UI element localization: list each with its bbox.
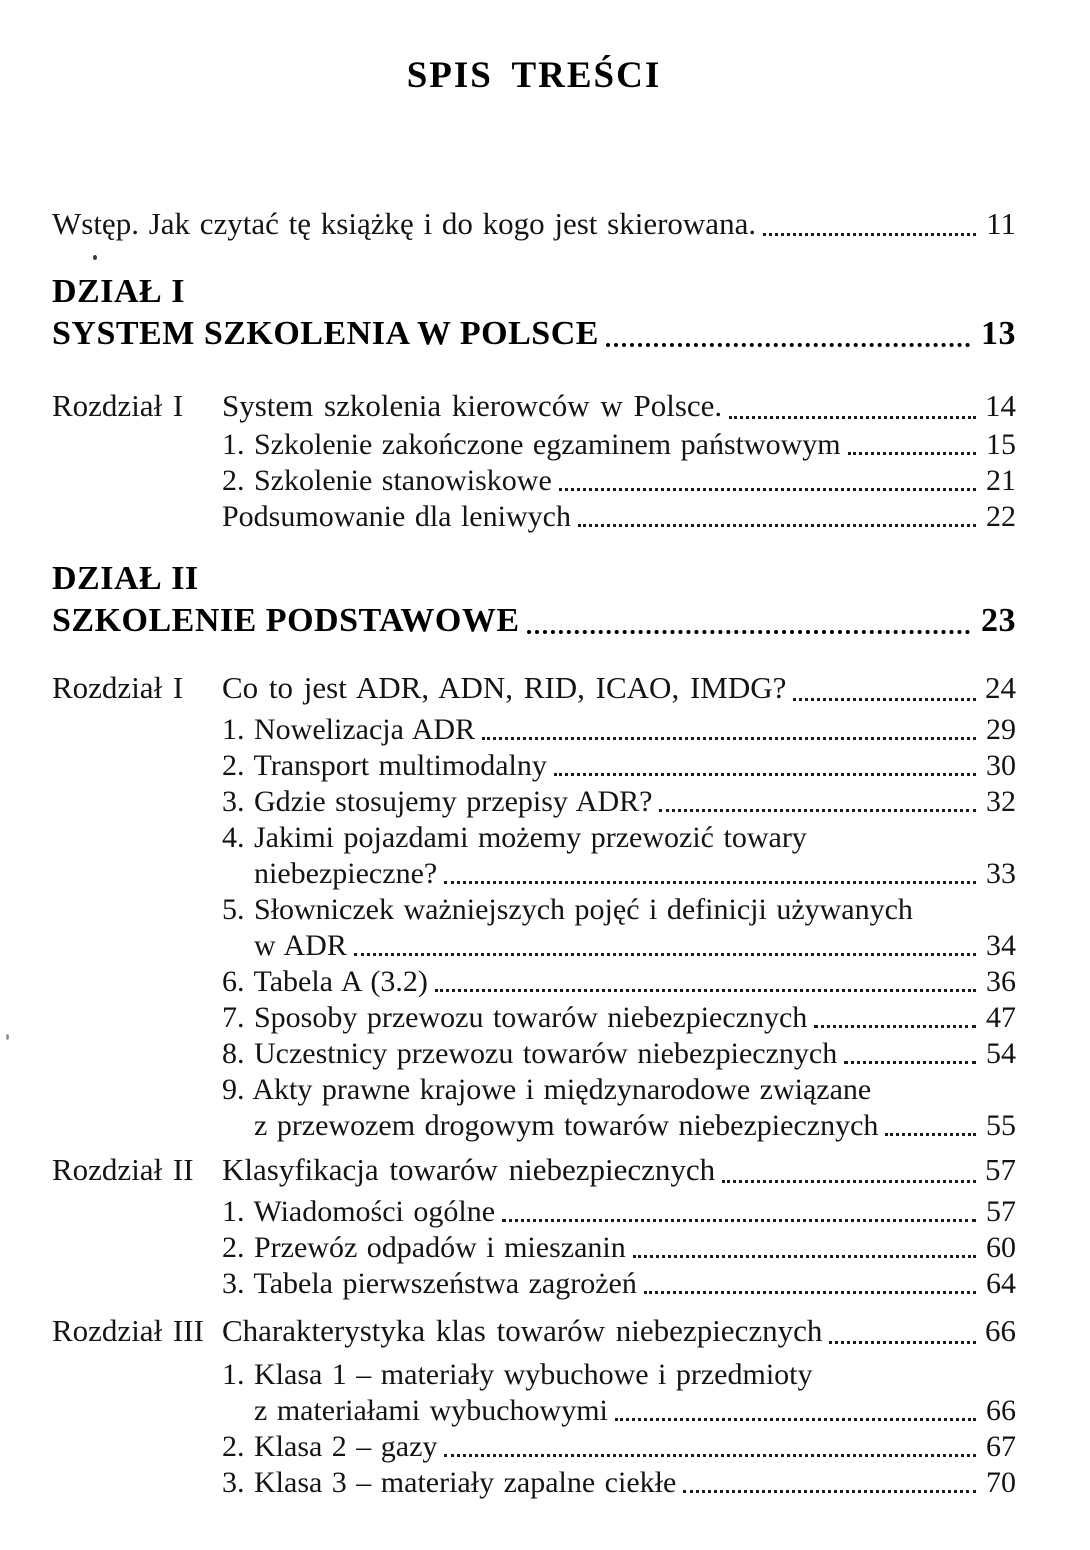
dotted-leader: [527, 630, 970, 634]
toc-item-group: [52, 1194, 1016, 1302]
toc-item: [52, 1072, 1016, 1144]
chapter-label: Rozdział I: [52, 388, 184, 423]
toc-item-text: 3. Tabela pierwszeństwa zagrożeń: [222, 1267, 637, 1300]
toc-item-text: 8. Uczestnicy przewozu towarów niebezpiecznych: [222, 1037, 838, 1070]
dotted-leader: [683, 1490, 976, 1493]
toc-item-text: 1. Wiadomości ogólne: [222, 1195, 496, 1228]
toc-item-text: 5. Słowniczek ważniejszych pojęć i definicji używanych: [222, 893, 913, 926]
chapter-title: Co to jest ADR, ADN, RID, ICAO, IMDG?: [222, 670, 787, 705]
page-number: 29: [986, 713, 1016, 746]
page-number: 57: [985, 1152, 1016, 1187]
toc-item-text: 6. Tabela A (3.2): [222, 965, 428, 998]
dotted-leader: [502, 1219, 976, 1222]
page-number: 21: [986, 464, 1016, 497]
toc-item: [52, 748, 1016, 784]
page-number: 11: [986, 206, 1016, 241]
toc-item: [52, 820, 1016, 892]
page-number: 66: [985, 1313, 1016, 1348]
toc-item: [52, 1036, 1016, 1072]
toc-chapter-row: [52, 667, 1016, 709]
toc-item: [52, 1230, 1016, 1266]
page-number: 15: [986, 428, 1016, 461]
section-heading-row: [52, 600, 1016, 642]
page-number: 67: [986, 1430, 1016, 1463]
page-number: 57: [986, 1195, 1016, 1228]
page-number: 32: [986, 785, 1016, 818]
dotted-leader: [606, 343, 970, 347]
toc-item-text: 2. Przewóz odpadów i mieszanin: [222, 1231, 626, 1264]
page-number: 36: [986, 965, 1016, 998]
toc-item: [52, 1429, 1016, 1465]
toc-item: [52, 892, 1016, 964]
page-number: 22: [986, 500, 1016, 533]
toc-item: [52, 499, 1016, 535]
toc-item: [52, 784, 1016, 820]
toc-item-text: 9. Akty prawne krajowe i międzynarodowe związane: [222, 1073, 872, 1106]
toc-item-continuation-row: [52, 856, 1016, 892]
page-number: 55: [986, 1109, 1016, 1142]
page-number: 30: [986, 749, 1016, 782]
dotted-leader: [844, 1061, 976, 1064]
toc-chapter-row: [52, 1310, 1016, 1352]
toc-item-group: [52, 427, 1016, 535]
dotted-leader: [444, 881, 976, 884]
toc-item-text-cont: w ADR: [254, 929, 347, 962]
toc-item-text: 3. Gdzie stosujemy przepisy ADR?: [222, 785, 653, 818]
page-number: 54: [986, 1037, 1016, 1070]
toc-item: [52, 964, 1016, 1000]
page-number: 70: [986, 1466, 1016, 1499]
dotted-leader: [554, 773, 976, 776]
toc-item-text-cont: z przewozem drogowym towarów niebezpiecznych: [254, 1109, 879, 1142]
page-number: 64: [986, 1267, 1016, 1300]
toc-item-continuation-row: [52, 928, 1016, 964]
toc-item-continuation-row: [52, 1108, 1016, 1144]
dotted-leader: [559, 488, 976, 491]
page-number: 34: [986, 929, 1016, 962]
scan-speck: [6, 1034, 9, 1040]
section-heading-row: [52, 313, 1016, 355]
toc-item-text: 2. Klasa 2 – gazy: [222, 1430, 438, 1463]
toc-intro-entry: [52, 204, 1016, 244]
toc-entry-label: Wstęp. Jak czytać tę książkę i do kogo jest skierowana.: [52, 206, 757, 241]
dotted-leader: [615, 1418, 976, 1421]
page-number: 24: [985, 670, 1016, 705]
dotted-leader: [848, 452, 976, 455]
toc-item: [52, 427, 1016, 463]
chapter-title: Charakterystyka klas towarów niebezpiecznych: [222, 1313, 823, 1348]
dotted-leader: [633, 1255, 976, 1258]
toc-item-text: 1. Szkolenie zakończone egzaminem państwowym: [222, 428, 841, 461]
toc-item-text: Podsumowanie dla leniwych: [222, 500, 571, 533]
dotted-leader: [354, 953, 976, 956]
dotted-leader: [729, 416, 976, 419]
dotted-leader: [435, 989, 976, 992]
dotted-leader: [763, 233, 976, 236]
chapter-label: Rozdział II: [52, 1152, 194, 1187]
toc-section-dzial-1: [52, 271, 1016, 355]
page-number: 23: [981, 602, 1016, 639]
page-number: 13: [981, 315, 1016, 352]
toc-item-text: 4. Jakimi pojazdami możemy przewozić towary: [222, 821, 807, 854]
toc-chapter-row: [52, 385, 1016, 427]
toc-item: [52, 712, 1016, 748]
toc-item: [52, 1465, 1016, 1501]
toc-item-text: 3. Klasa 3 – materiały zapalne ciekłe: [222, 1466, 677, 1499]
toc-item: [52, 1000, 1016, 1036]
toc-item: [52, 1194, 1016, 1230]
page-number: 66: [986, 1394, 1016, 1427]
chapter-label: Rozdział III: [52, 1313, 204, 1348]
page-number: 47: [986, 1001, 1016, 1034]
toc-chapter-row: [52, 1149, 1016, 1191]
toc-section-dzial-2: [52, 558, 1016, 642]
section-kicker: DZIAŁ II: [52, 560, 199, 597]
toc-item-text: 7. Sposoby przewozu towarów niebezpiecznych: [222, 1001, 808, 1034]
toc-item-text-cont: z materiałami wybuchowymi: [254, 1394, 608, 1427]
dotted-leader: [482, 737, 976, 740]
toc-item-text: 2. Szkolenie stanowiskowe: [222, 464, 552, 497]
toc-item-text: 1. Klasa 1 – materiały wybuchowe i przedmioty: [222, 1358, 813, 1391]
toc-item-group: [52, 712, 1016, 1144]
toc-item-continuation-row: [52, 1393, 1016, 1429]
chapter-label: Rozdział I: [52, 670, 184, 705]
toc-item-text: 1. Nowelizacja ADR: [222, 713, 476, 746]
toc-item: [52, 463, 1016, 499]
dotted-leader: [814, 1025, 976, 1028]
page-number: 14: [985, 388, 1016, 423]
chapter-title: System szkolenia kierowców w Polsce.: [222, 388, 723, 423]
dotted-leader: [793, 698, 976, 701]
page-number: 33: [986, 857, 1016, 890]
dotted-leader: [885, 1133, 976, 1136]
toc-content: [52, 0, 1016, 1501]
toc-item: [52, 1357, 1016, 1429]
toc-item-text: 2. Transport multimodalny: [222, 749, 547, 782]
dotted-leader: [829, 1341, 976, 1344]
dotted-leader: [644, 1291, 976, 1294]
toc-item: [52, 1266, 1016, 1302]
section-heading: SYSTEM SZKOLENIA W POLSCE: [52, 315, 599, 352]
page-number: 60: [986, 1231, 1016, 1264]
toc-item-text-cont: niebezpieczne?: [254, 857, 438, 890]
dotted-leader: [722, 1180, 976, 1183]
section-kicker: DZIAŁ I: [52, 273, 185, 310]
page-title: SPIS TREŚCI: [406, 55, 662, 96]
dotted-leader: [444, 1454, 976, 1457]
section-heading: SZKOLENIE PODSTAWOWE: [52, 602, 520, 639]
toc-item-group: [52, 1357, 1016, 1501]
dotted-leader: [578, 524, 976, 527]
dotted-leader: [659, 809, 976, 812]
chapter-title: Klasyfikacja towarów niebezpiecznych: [222, 1152, 716, 1187]
